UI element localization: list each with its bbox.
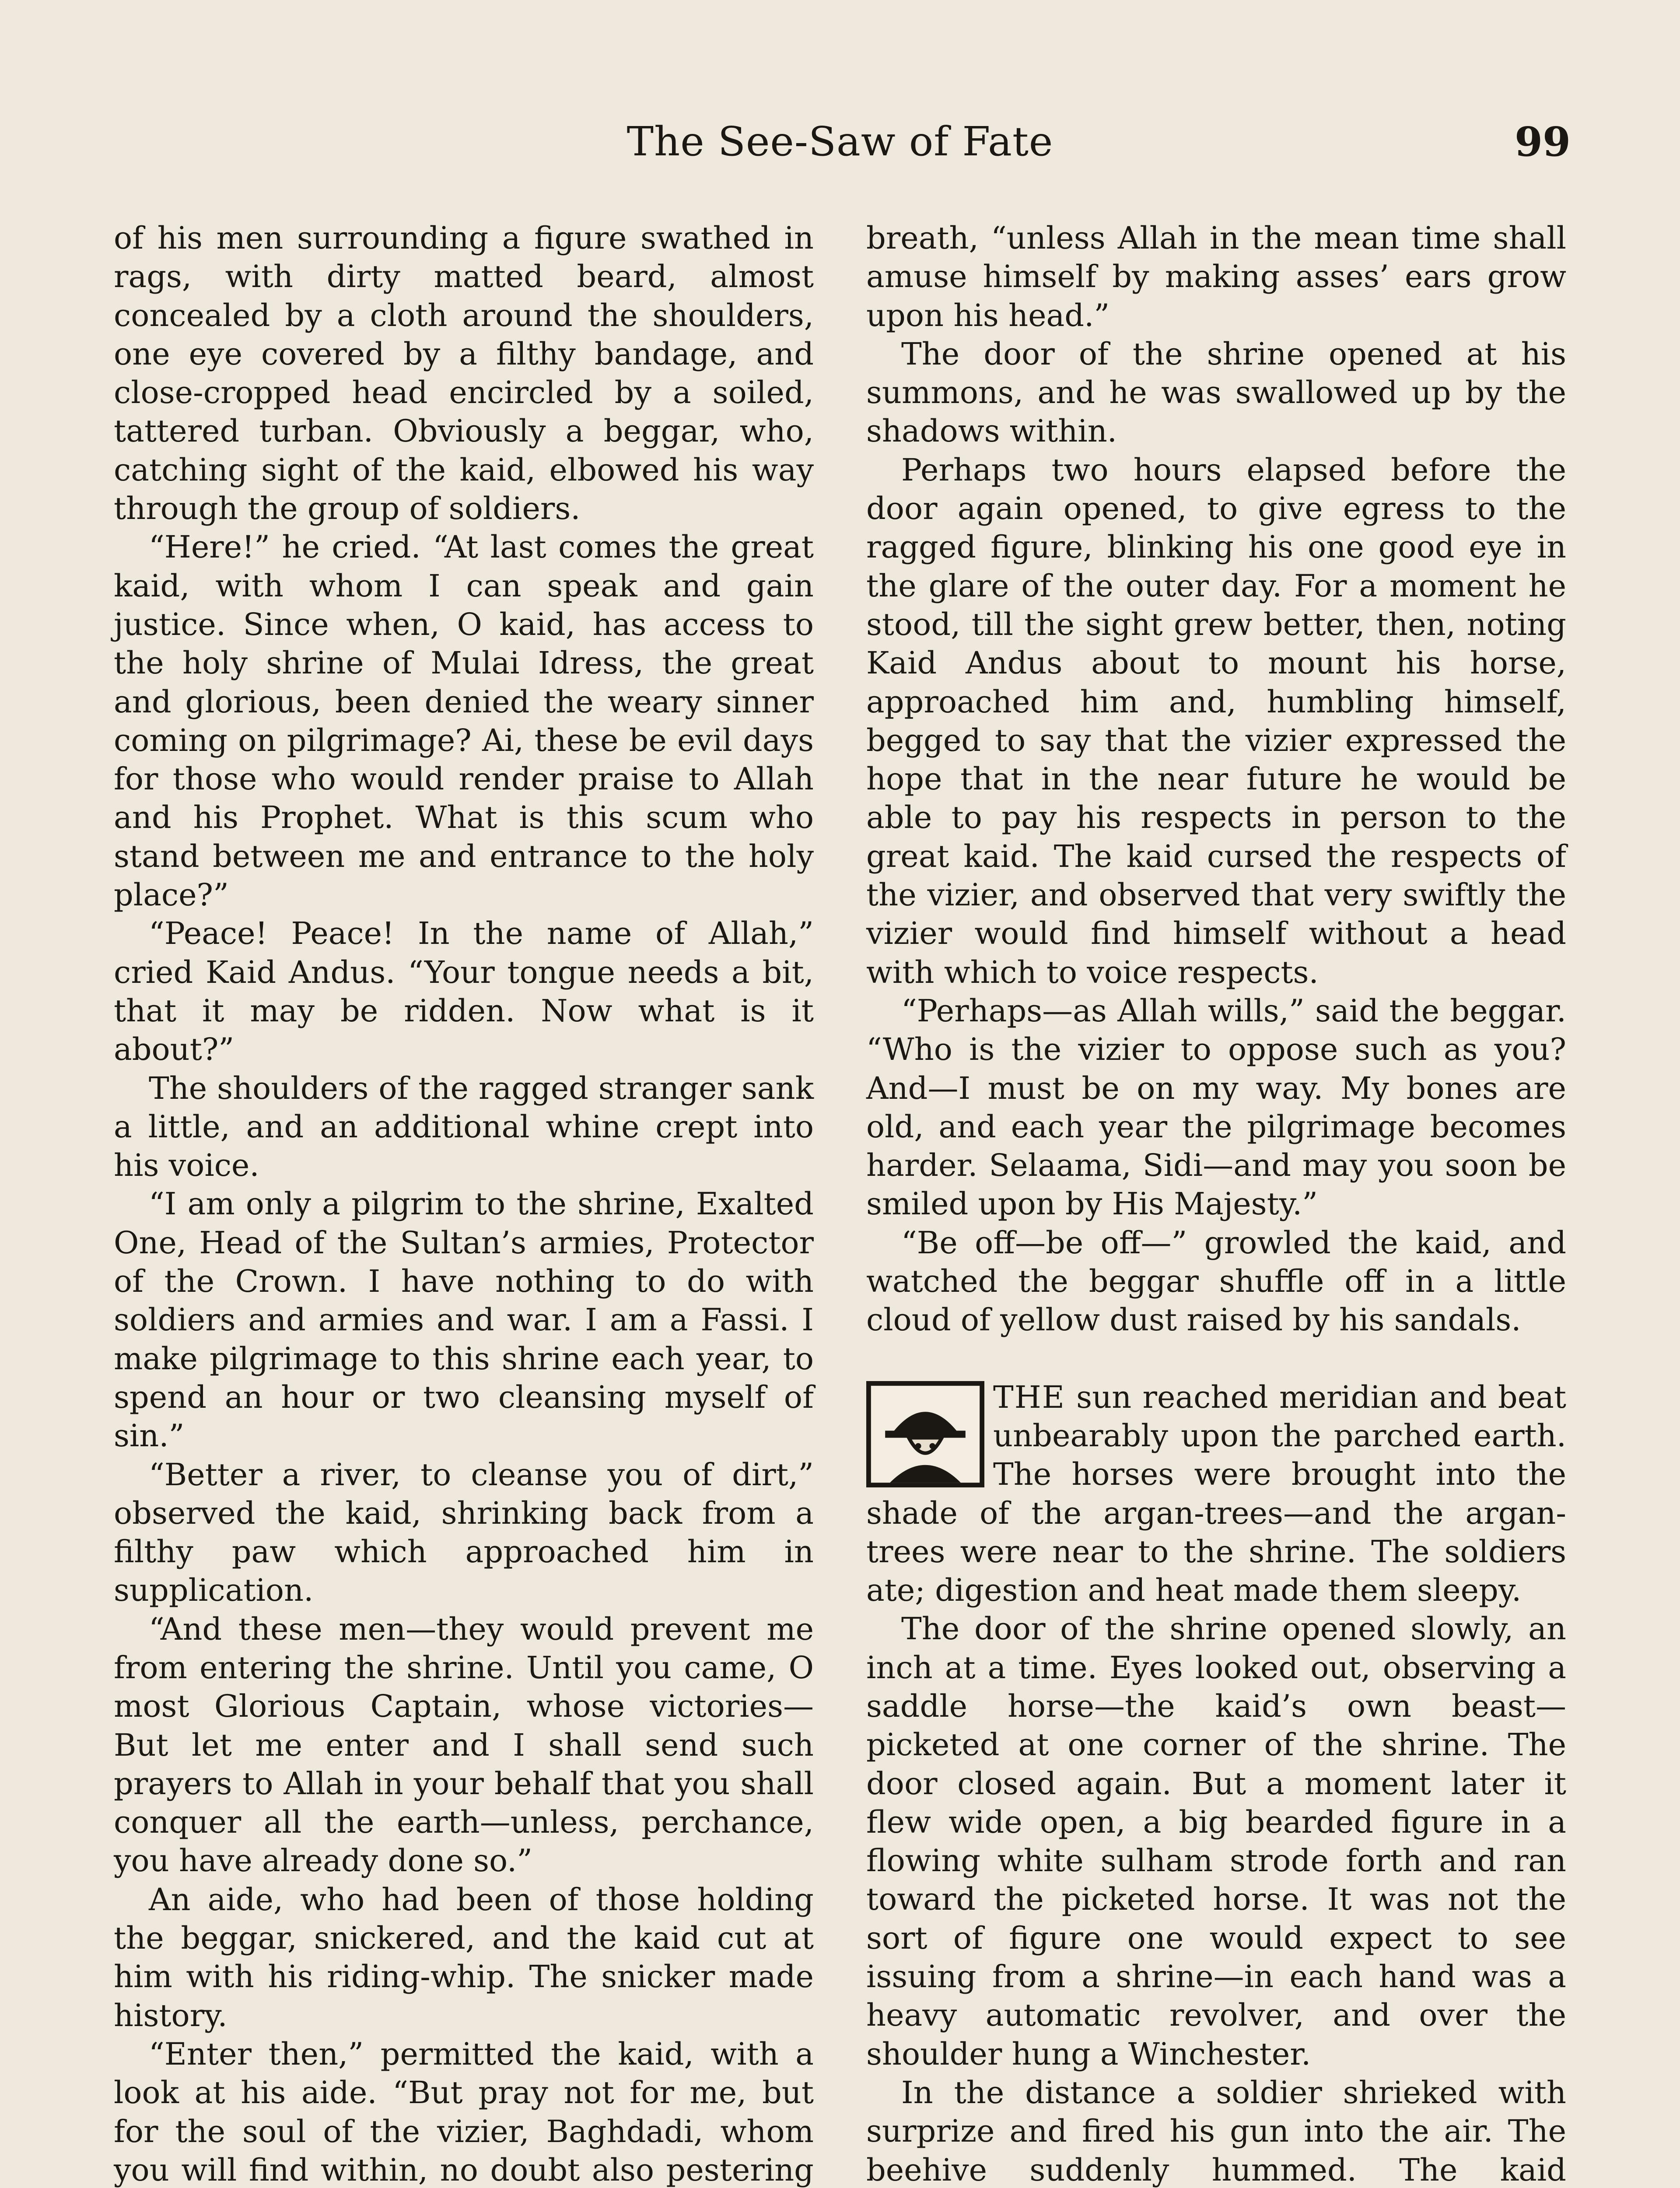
- paragraph: The shoulders of the ragged stranger sank a little, and an additional whine crept into his voice.: [114, 1070, 814, 1184]
- paragraph: breath, “unless Allah in the mean time shall amuse himself by making asses’ ears grow upon his head.”: [866, 220, 1566, 333]
- paragraph: “I am only a pilgrim to the shrine, Exalted One, Head of the Sultan’s armies, Protector of the Crown. I have nothing to do with soldiers and armies and war. I am a Fassi. I make pilgrimage to this shrine each year, to spend an hour or two cleansing myself of sin.”: [114, 1186, 814, 1454]
- left-column: [114, 219, 814, 2188]
- paragraph: “Peace! Peace! In the name of Allah,” cried Kaid Andus. “Your tongue needs a bit, that it may be ridden. Now what is it about?”: [114, 915, 814, 1068]
- helmeted-figure-icon: [866, 1381, 984, 1488]
- paragraph: In the distance a soldier shrieked with surprize and fired his gun into the air. The beehive suddenly hummed. The kaid: [866, 2074, 1566, 2188]
- running-title: The See-Saw of Fate: [626, 118, 1054, 165]
- paragraph: “And these men—they would prevent me from entering the shrine. Until you came, O most Glorious Captain, whose victories— But let me enter and I shall send such prayers to Allah in your behalf that you shall conquer all the earth—unless, perchance, you have already done so.”: [114, 1611, 814, 1879]
- section-lead-paragraph: [866, 1378, 1566, 1610]
- paragraph: “Here!” he cried. “At last comes the great kaid, with whom I can speak and gain justice. Since when, O kaid, has access to the holy shrine of Mulai Idress, the great and glorious, been denied the weary sinner coming on pilgrimage? Ai, these be evil days for those who would render praise to Allah and his Prophet. What is this scum who stand between me and entrance to the holy place?”: [114, 529, 814, 913]
- paragraph: “Enter then,” permitted the kaid, with a look at his aide. “But pray not for me, but for the soul of the vizier, Baghdadi, whom you will find within, no doubt also pestering: [114, 2036, 814, 2188]
- paragraph: Perhaps two hours elapsed before the door again opened, to give egress to the ragged figure, blinking his one good eye in the glare of the outer day. For a moment he stood, till the sight grew better, then, noting Kaid Andus about to mount his horse, approached him and, humbling himself, begged to say that the vizier expressed the hope that in the near future he would be able to pay his respects in person to the great kaid. The kaid cursed the respects of the vizier, and observed that very swiftly the vizier would find himself without a head with which to voice respects.: [866, 452, 1566, 990]
- right-column: [866, 219, 1566, 2188]
- paragraph-text: sun reached meridian and beat unbearably upon the parched earth. The horses were brought into the shade of the argan-trees—and the argan-trees were near to the shrine. The soldiers ate; digestion and heat made them sleepy.: [866, 1379, 1566, 1609]
- paragraph: of his men surrounding a figure swathed in rags, with dirty matted beard, almost concealed by a cloth around the shoulders, one eye covered by a filthy bandage, and close-cropped head encircled by a soiled, tattered turban. Obviously a beggar, who, catching sight of the kaid, elbowed his way through the group of soldiers.: [114, 220, 814, 527]
- paragraph: The door of the shrine opened slowly, an inch at a time. Eyes looked out, observing a saddle horse—the kaid’s own beast—picketed at one corner of the shrine. The door closed again. But a moment later it flew wide open, a big bearded figure in a flowing white sulham strode forth and ran toward the picketed horse. It was not the sort of figure one would expect to see issuing from a shrine—in each hand was a heavy automatic revolver, and over the shoulder hung a Winchester.: [866, 1611, 1566, 2072]
- paragraph: “Be off—be off—” growled the kaid, and watched the beggar shuffle off in a little cloud of yellow dust raised by his sandals.: [866, 1224, 1566, 1338]
- page-header: [0, 118, 1680, 184]
- paragraph: “Better a river, to cleanse you of dirt,” observed the kaid, shrinking back from a filthy paw which approached him in supplication.: [114, 1456, 814, 1609]
- paragraph: The door of the shrine opened at his summons, and he was swallowed up by the shadows within.: [866, 336, 1566, 449]
- page-number: 99: [1514, 118, 1571, 165]
- lead-word: THE: [993, 1379, 1065, 1415]
- paragraph: “Perhaps—as Allah wills,” said the beggar. “Who is the vizier to oppose such as you? And—I must be on my way. My bones are old, and each year the pilgrimage becomes harder. Selaama, Sidi—and may you soon be smiled upon by His Majesty.”: [866, 992, 1566, 1222]
- paragraph: An aide, who had been of those holding the beggar, snickered, and the kaid cut at him with his riding-whip. The snicker made history.: [114, 1881, 814, 2034]
